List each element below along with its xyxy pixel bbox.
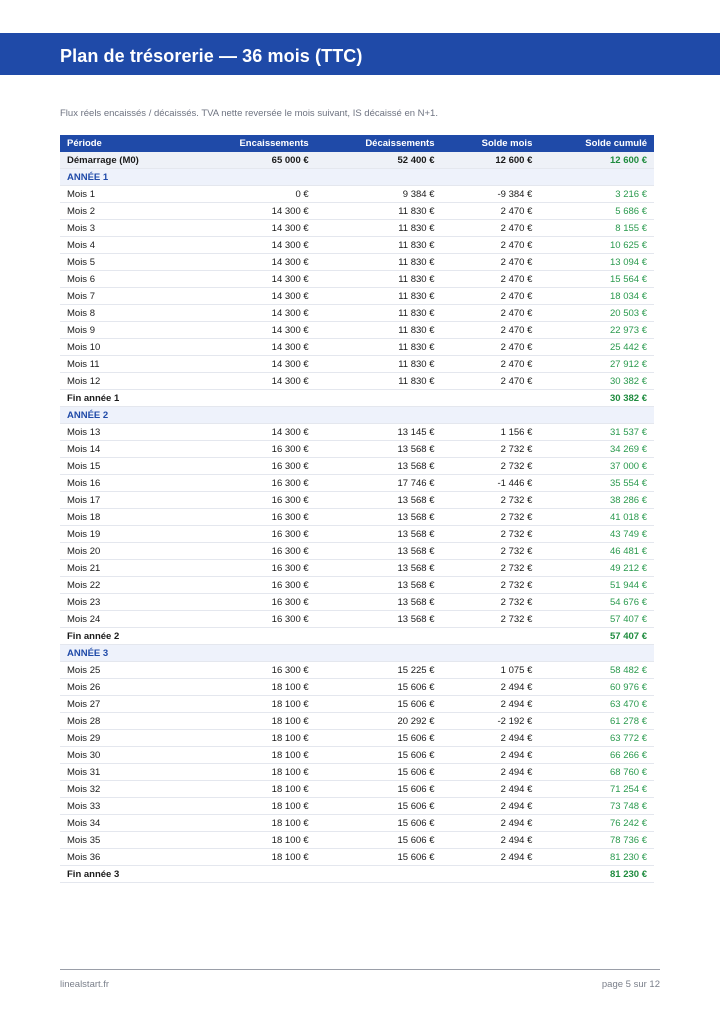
cell-solde-mois: 2 494 € — [442, 747, 540, 764]
cell-encaissements: 14 300 € — [190, 254, 316, 271]
cell-encaissements: 14 300 € — [190, 424, 316, 441]
cell-periode: Mois 34 — [60, 815, 190, 832]
year-label: ANNÉE 3 — [60, 645, 654, 662]
cell-decaissements: 15 606 € — [316, 764, 442, 781]
cell-periode: Mois 20 — [60, 543, 190, 560]
cell-periode: Mois 7 — [60, 288, 190, 305]
cell-solde-cumule: 27 912 € — [539, 356, 654, 373]
cell-solde-mois: 2 494 € — [442, 696, 540, 713]
cell-encaissements: 18 100 € — [190, 781, 316, 798]
cell-solde-mois: 2 732 € — [442, 509, 540, 526]
year-label: ANNÉE 1 — [60, 169, 654, 186]
start-decaissements: 52 400 € — [316, 152, 442, 169]
cell-solde-mois: 2 470 € — [442, 373, 540, 390]
table-row — [60, 475, 654, 492]
empty-cell — [316, 866, 442, 883]
cell-encaissements: 16 300 € — [190, 560, 316, 577]
table-row — [60, 305, 654, 322]
cell-encaissements: 18 100 € — [190, 747, 316, 764]
cell-solde-mois: 2 470 € — [442, 339, 540, 356]
footer-page-number: page 5 sur 12 — [601, 979, 660, 990]
cell-decaissements: 13 568 € — [316, 492, 442, 509]
cell-encaissements: 14 300 € — [190, 237, 316, 254]
cell-solde-cumule: 68 760 € — [539, 764, 654, 781]
cell-solde-mois: 2 470 € — [442, 305, 540, 322]
cell-solde-mois: 2 732 € — [442, 594, 540, 611]
table-row — [60, 288, 654, 305]
cell-encaissements: 16 300 € — [190, 526, 316, 543]
cell-encaissements: 14 300 € — [190, 339, 316, 356]
cell-decaissements: 15 606 € — [316, 747, 442, 764]
page-subtitle: Flux réels encaissés / décaissés. TVA nette reversée le mois suivant, IS décaissé en N+1. — [60, 108, 438, 119]
cell-solde-mois: 2 470 € — [442, 356, 540, 373]
cell-periode: Mois 4 — [60, 237, 190, 254]
cell-encaissements: 18 100 € — [190, 815, 316, 832]
year-section-header — [60, 645, 654, 662]
cell-solde-mois: 2 732 € — [442, 492, 540, 509]
cell-decaissements: 17 746 € — [316, 475, 442, 492]
year-section-header — [60, 169, 654, 186]
cell-periode: Mois 3 — [60, 220, 190, 237]
cell-encaissements: 16 300 € — [190, 475, 316, 492]
table-body — [60, 152, 654, 883]
cell-solde-mois: 2 494 € — [442, 730, 540, 747]
cell-periode: Mois 35 — [60, 832, 190, 849]
cell-periode: Mois 25 — [60, 662, 190, 679]
cell-decaissements: 11 830 € — [316, 305, 442, 322]
empty-cell — [316, 628, 442, 645]
cell-decaissements: 13 568 € — [316, 441, 442, 458]
table-row — [60, 543, 654, 560]
table-row — [60, 713, 654, 730]
cell-periode: Mois 8 — [60, 305, 190, 322]
cell-decaissements: 15 606 € — [316, 849, 442, 866]
empty-cell — [442, 628, 540, 645]
cell-encaissements: 16 300 € — [190, 492, 316, 509]
table-row — [60, 339, 654, 356]
table-row — [60, 373, 654, 390]
cell-decaissements: 15 606 € — [316, 730, 442, 747]
cell-encaissements: 18 100 € — [190, 849, 316, 866]
cell-decaissements: 13 145 € — [316, 424, 442, 441]
cell-decaissements: 13 568 € — [316, 594, 442, 611]
cell-solde-mois: 2 470 € — [442, 288, 540, 305]
cell-encaissements: 16 300 € — [190, 577, 316, 594]
cell-periode: Mois 5 — [60, 254, 190, 271]
cell-solde-cumule: 73 748 € — [539, 798, 654, 815]
cell-solde-cumule: 58 482 € — [539, 662, 654, 679]
cell-solde-mois: 2 732 € — [442, 560, 540, 577]
cell-periode: Mois 14 — [60, 441, 190, 458]
empty-cell — [190, 628, 316, 645]
cell-decaissements: 15 225 € — [316, 662, 442, 679]
table-row — [60, 730, 654, 747]
cell-solde-cumule: 31 537 € — [539, 424, 654, 441]
cell-periode: Mois 9 — [60, 322, 190, 339]
year-end-cumul: 30 382 € — [539, 390, 654, 407]
cell-solde-mois: 2 732 € — [442, 543, 540, 560]
table-row — [60, 560, 654, 577]
year-end-label: Fin année 3 — [60, 866, 190, 883]
cell-solde-cumule: 20 503 € — [539, 305, 654, 322]
cell-encaissements: 16 300 € — [190, 458, 316, 475]
cell-solde-mois: 2 732 € — [442, 458, 540, 475]
cell-periode: Mois 26 — [60, 679, 190, 696]
cell-solde-cumule: 18 034 € — [539, 288, 654, 305]
cell-solde-cumule: 51 944 € — [539, 577, 654, 594]
cell-solde-mois: 2 494 € — [442, 815, 540, 832]
cell-periode: Mois 11 — [60, 356, 190, 373]
table-row — [60, 203, 654, 220]
table-row — [60, 577, 654, 594]
cell-decaissements: 9 384 € — [316, 186, 442, 203]
page-title: Plan de trésorerie — 36 mois (TTC) — [60, 46, 363, 66]
cell-periode: Mois 13 — [60, 424, 190, 441]
cell-solde-mois: 2 494 € — [442, 764, 540, 781]
cell-solde-mois: 2 732 € — [442, 611, 540, 628]
cell-solde-cumule: 37 000 € — [539, 458, 654, 475]
cell-solde-mois: 2 494 € — [442, 832, 540, 849]
cell-decaissements: 11 830 € — [316, 237, 442, 254]
cell-solde-mois: -1 446 € — [442, 475, 540, 492]
cell-solde-cumule: 35 554 € — [539, 475, 654, 492]
table-row — [60, 832, 654, 849]
cell-solde-cumule: 57 407 € — [539, 611, 654, 628]
empty-cell — [316, 390, 442, 407]
cell-solde-cumule: 46 481 € — [539, 543, 654, 560]
table-row — [60, 271, 654, 288]
cell-decaissements: 13 568 € — [316, 560, 442, 577]
year-end-row — [60, 390, 654, 407]
cell-solde-cumule: 63 470 € — [539, 696, 654, 713]
year-end-cumul: 57 407 € — [539, 628, 654, 645]
cell-solde-mois: 2 470 € — [442, 254, 540, 271]
cell-encaissements: 14 300 € — [190, 220, 316, 237]
cell-solde-mois: 2 494 € — [442, 849, 540, 866]
cell-solde-cumule: 38 286 € — [539, 492, 654, 509]
cell-decaissements: 13 568 € — [316, 611, 442, 628]
cell-encaissements: 16 300 € — [190, 509, 316, 526]
cell-periode: Mois 27 — [60, 696, 190, 713]
table-row — [60, 220, 654, 237]
cell-solde-cumule: 22 973 € — [539, 322, 654, 339]
cell-decaissements: 11 830 € — [316, 203, 442, 220]
cell-solde-mois: 2 732 € — [442, 526, 540, 543]
cell-solde-cumule: 10 625 € — [539, 237, 654, 254]
cell-solde-cumule: 43 749 € — [539, 526, 654, 543]
year-end-label: Fin année 1 — [60, 390, 190, 407]
table-row — [60, 458, 654, 475]
cell-solde-cumule: 78 736 € — [539, 832, 654, 849]
table-row — [60, 356, 654, 373]
col-header-encaissements: Encaissements — [190, 135, 316, 152]
cell-solde-cumule: 41 018 € — [539, 509, 654, 526]
cell-periode: Mois 33 — [60, 798, 190, 815]
cell-encaissements: 16 300 € — [190, 441, 316, 458]
cell-decaissements: 11 830 € — [316, 288, 442, 305]
cell-periode: Mois 12 — [60, 373, 190, 390]
cell-encaissements: 18 100 € — [190, 730, 316, 747]
cell-solde-cumule: 63 772 € — [539, 730, 654, 747]
table-row — [60, 509, 654, 526]
cell-decaissements: 15 606 € — [316, 815, 442, 832]
cell-decaissements: 13 568 € — [316, 577, 442, 594]
cell-encaissements: 18 100 € — [190, 679, 316, 696]
table-row — [60, 849, 654, 866]
cell-decaissements: 13 568 € — [316, 458, 442, 475]
table-row — [60, 747, 654, 764]
year-end-row — [60, 628, 654, 645]
cash-flow-table — [60, 135, 654, 883]
cell-solde-mois: 2 470 € — [442, 322, 540, 339]
cell-solde-cumule: 66 266 € — [539, 747, 654, 764]
table-row — [60, 696, 654, 713]
cell-periode: Mois 31 — [60, 764, 190, 781]
table-row — [60, 764, 654, 781]
cell-solde-cumule: 71 254 € — [539, 781, 654, 798]
cell-solde-mois: 2 470 € — [442, 220, 540, 237]
cell-encaissements: 14 300 € — [190, 305, 316, 322]
cell-periode: Mois 24 — [60, 611, 190, 628]
start-label: Démarrage (M0) — [60, 152, 190, 169]
cell-decaissements: 11 830 € — [316, 254, 442, 271]
cell-solde-mois: 2 732 € — [442, 577, 540, 594]
table-row — [60, 322, 654, 339]
cell-solde-cumule: 8 155 € — [539, 220, 654, 237]
table-row — [60, 186, 654, 203]
empty-cell — [442, 390, 540, 407]
cell-solde-mois: -9 384 € — [442, 186, 540, 203]
cell-solde-cumule: 3 216 € — [539, 186, 654, 203]
cell-solde-mois: -2 192 € — [442, 713, 540, 730]
cell-solde-cumule: 76 242 € — [539, 815, 654, 832]
table-row — [60, 679, 654, 696]
table-row — [60, 237, 654, 254]
cell-encaissements: 16 300 € — [190, 662, 316, 679]
cell-decaissements: 20 292 € — [316, 713, 442, 730]
cell-periode: Mois 18 — [60, 509, 190, 526]
cell-encaissements: 18 100 € — [190, 696, 316, 713]
table-row — [60, 815, 654, 832]
cell-solde-mois: 2 470 € — [442, 203, 540, 220]
cell-solde-mois: 2 494 € — [442, 781, 540, 798]
year-end-label: Fin année 2 — [60, 628, 190, 645]
table-row — [60, 611, 654, 628]
cell-solde-mois: 2 470 € — [442, 237, 540, 254]
cell-periode: Mois 29 — [60, 730, 190, 747]
year-section-header — [60, 407, 654, 424]
table-row — [60, 492, 654, 509]
start-solde-cumule: 12 600 € — [539, 152, 654, 169]
cell-periode: Mois 21 — [60, 560, 190, 577]
cell-decaissements: 11 830 € — [316, 271, 442, 288]
cell-encaissements: 16 300 € — [190, 594, 316, 611]
cell-solde-cumule: 81 230 € — [539, 849, 654, 866]
year-end-cumul: 81 230 € — [539, 866, 654, 883]
col-header-solde-cumule: Solde cumulé — [539, 135, 654, 152]
table-header-row — [60, 135, 654, 152]
cell-solde-cumule: 54 676 € — [539, 594, 654, 611]
year-label: ANNÉE 2 — [60, 407, 654, 424]
cell-decaissements: 11 830 € — [316, 356, 442, 373]
cell-solde-mois: 2 494 € — [442, 679, 540, 696]
cell-periode: Mois 28 — [60, 713, 190, 730]
cell-periode: Mois 16 — [60, 475, 190, 492]
cell-encaissements: 14 300 € — [190, 373, 316, 390]
start-solde-mois: 12 600 € — [442, 152, 540, 169]
year-end-row — [60, 866, 654, 883]
footer-site: linealstart.fr — [60, 979, 110, 990]
cell-periode: Mois 2 — [60, 203, 190, 220]
cell-solde-cumule: 34 269 € — [539, 441, 654, 458]
cell-periode: Mois 30 — [60, 747, 190, 764]
cell-decaissements: 11 830 € — [316, 339, 442, 356]
cell-solde-cumule: 13 094 € — [539, 254, 654, 271]
footer-divider — [60, 969, 660, 970]
table-row — [60, 441, 654, 458]
cell-solde-cumule: 15 564 € — [539, 271, 654, 288]
cell-encaissements: 18 100 € — [190, 798, 316, 815]
cell-decaissements: 15 606 € — [316, 832, 442, 849]
empty-cell — [442, 866, 540, 883]
empty-cell — [190, 866, 316, 883]
table-row — [60, 798, 654, 815]
cell-solde-mois: 1 075 € — [442, 662, 540, 679]
cell-solde-cumule: 49 212 € — [539, 560, 654, 577]
col-header-decaissements: Décaissements — [316, 135, 442, 152]
cell-decaissements: 15 606 € — [316, 781, 442, 798]
table-row — [60, 594, 654, 611]
cell-decaissements: 15 606 € — [316, 696, 442, 713]
cell-solde-mois: 2 470 € — [442, 271, 540, 288]
cell-periode: Mois 10 — [60, 339, 190, 356]
cell-decaissements: 11 830 € — [316, 373, 442, 390]
cell-decaissements: 13 568 € — [316, 526, 442, 543]
cell-encaissements: 18 100 € — [190, 832, 316, 849]
cell-solde-cumule: 25 442 € — [539, 339, 654, 356]
cell-decaissements: 15 606 € — [316, 679, 442, 696]
cell-solde-cumule: 5 686 € — [539, 203, 654, 220]
cell-encaissements: 0 € — [190, 186, 316, 203]
start-row — [60, 152, 654, 169]
empty-cell — [190, 390, 316, 407]
cell-solde-cumule: 30 382 € — [539, 373, 654, 390]
cell-encaissements: 14 300 € — [190, 288, 316, 305]
cell-periode: Mois 17 — [60, 492, 190, 509]
cell-periode: Mois 6 — [60, 271, 190, 288]
cell-periode: Mois 22 — [60, 577, 190, 594]
table-header — [60, 135, 654, 152]
cell-encaissements: 14 300 € — [190, 356, 316, 373]
cell-decaissements: 13 568 € — [316, 543, 442, 560]
cell-encaissements: 16 300 € — [190, 543, 316, 560]
cell-encaissements: 14 300 € — [190, 271, 316, 288]
cell-periode: Mois 19 — [60, 526, 190, 543]
cell-periode: Mois 1 — [60, 186, 190, 203]
start-encaissements: 65 000 € — [190, 152, 316, 169]
cell-solde-cumule: 61 278 € — [539, 713, 654, 730]
cell-encaissements: 14 300 € — [190, 203, 316, 220]
cell-periode: Mois 15 — [60, 458, 190, 475]
table-row — [60, 781, 654, 798]
cell-solde-mois: 1 156 € — [442, 424, 540, 441]
cell-decaissements: 11 830 € — [316, 220, 442, 237]
cell-decaissements: 13 568 € — [316, 509, 442, 526]
cell-periode: Mois 32 — [60, 781, 190, 798]
cell-encaissements: 14 300 € — [190, 322, 316, 339]
table-row — [60, 254, 654, 271]
cell-decaissements: 11 830 € — [316, 322, 442, 339]
cell-solde-cumule: 60 976 € — [539, 679, 654, 696]
cell-encaissements: 16 300 € — [190, 611, 316, 628]
table-row — [60, 526, 654, 543]
cell-encaissements: 18 100 € — [190, 764, 316, 781]
cell-encaissements: 18 100 € — [190, 713, 316, 730]
table-row — [60, 424, 654, 441]
cell-solde-mois: 2 732 € — [442, 441, 540, 458]
cell-decaissements: 15 606 € — [316, 798, 442, 815]
col-header-periode: Période — [60, 135, 190, 152]
col-header-solde-mois: Solde mois — [442, 135, 540, 152]
cell-periode: Mois 23 — [60, 594, 190, 611]
cell-periode: Mois 36 — [60, 849, 190, 866]
cell-solde-mois: 2 494 € — [442, 798, 540, 815]
table-row — [60, 662, 654, 679]
page-header — [0, 33, 720, 75]
